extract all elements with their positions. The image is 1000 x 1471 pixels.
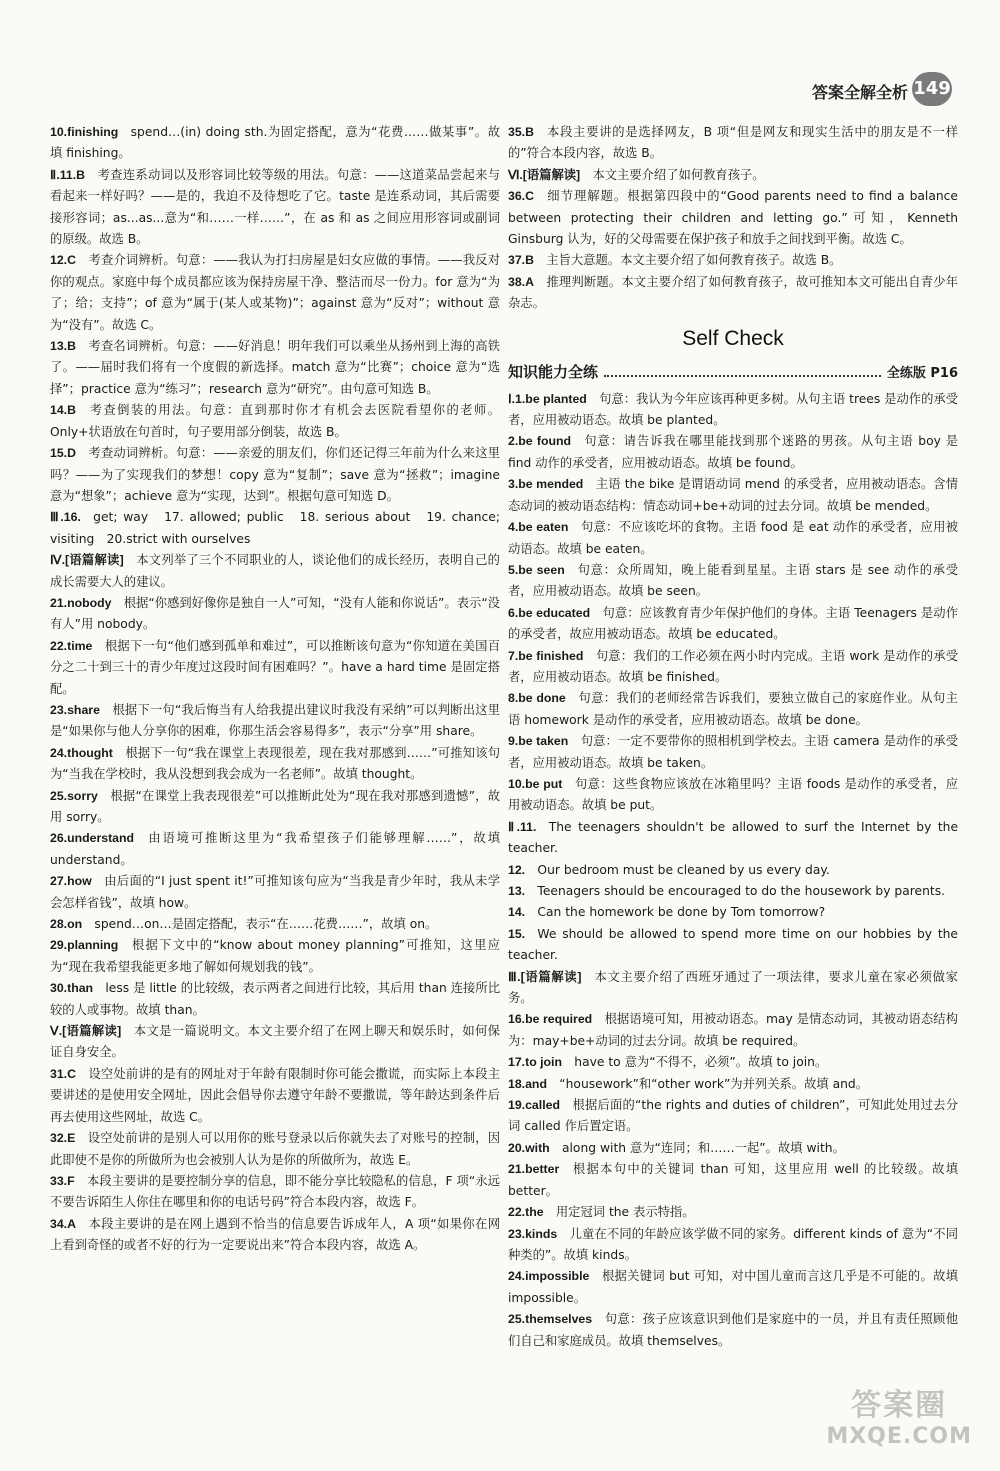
answer-entry <box>508 774 958 817</box>
answer-number: 14. <box>508 905 526 920</box>
right-column <box>508 122 958 1352</box>
answer-entry <box>50 336 500 400</box>
answer-explanation: 根据下文中的“know about money planning”可推知，这里应为“现在我希望我能更多地了解如何规划我的钱”。 <box>50 938 500 974</box>
answer-number: Ⅳ.[语篇解读] <box>50 553 124 568</box>
answer-entry <box>50 871 500 914</box>
answer-entry <box>50 507 500 550</box>
answer-entry <box>508 1052 958 1073</box>
answer-entry <box>508 1159 958 1202</box>
answer-number: 24.thought <box>50 745 113 760</box>
answer-number: 38.A <box>508 274 534 289</box>
answer-entry <box>50 593 500 636</box>
subheading-title: 知识能力全练 <box>508 362 599 381</box>
answer-entry <box>508 389 958 432</box>
answer-number: 35.B <box>508 125 534 139</box>
answer-number: 27.how <box>50 874 92 889</box>
answer-entry <box>508 250 958 271</box>
answer-number: 21.nobody <box>50 595 112 610</box>
answer-number: 23.share <box>50 702 100 717</box>
answer-explanation: 主旨大意题。本文主要介绍了如何教育孩子。故选 B。 <box>546 253 842 268</box>
answer-explanation: spend…on…是固定搭配，表示“在……花费……”，故填 on。 <box>94 917 438 932</box>
answer-number: 37.B <box>508 253 534 268</box>
answer-number: 17.to join <box>508 1055 562 1070</box>
answer-explanation: 根据“你感到好像你是独自一人”可知，“没有人能和你说话”。表示“没有人”用 nobody。 <box>50 595 500 632</box>
answer-number: 8.be done <box>508 691 566 706</box>
answer-explanation: spend…(in) doing sth.为固定搭配，意为“花费……做某事”。故填 finishing。 <box>50 125 500 161</box>
answer-entry <box>508 1095 958 1138</box>
answer-number: 23.kinds <box>508 1226 558 1241</box>
answer-number: 3.be mended <box>508 477 584 492</box>
answer-explanation: 本文是一篇说明文。本文主要介绍了在网上聊天和娱乐时，如何保证自身安全。 <box>50 1024 500 1060</box>
answer-explanation: 根据语境可知，用被动语态。may 是情态动词，其被动语态结构为：may+be+动词的过去分词。故填 be required。 <box>508 1012 959 1048</box>
answer-number: 18.and <box>508 1076 547 1091</box>
answer-entry <box>508 1266 958 1309</box>
answer-explanation: 句意：一定不要带你的照相机到学校去。主语 camera 是动作的承受者，应用被动语态。故填 be taken。 <box>508 734 958 770</box>
answer-entry <box>508 272 958 315</box>
answer-number: Ⅵ.[语篇解读] <box>508 167 581 182</box>
answer-explanation: 考查连系动词以及形容词比较等级的用法。句意：——这道菜品尝起来与看起来一样好吗？——是的，我迫不及待想吃了它。taste 是连系动词，其后需要接形容词；as...as...意为“和……一样……”，在 as 和 as 之间应用形容词或副词的原级。故选 B。 <box>50 167 500 247</box>
answer-number: 26.understand <box>50 831 135 846</box>
answer-number: 31.C <box>50 1066 76 1081</box>
answer-number: 16.be required <box>508 1012 593 1027</box>
answer-entry <box>50 400 500 443</box>
answer-number: 32.E <box>50 1131 76 1146</box>
watermark-text: 答案圈 <box>851 1388 948 1423</box>
left-column <box>50 122 500 1257</box>
answer-explanation: Our bedroom must be cleaned by us every day. <box>537 862 830 877</box>
answer-explanation: less 是 little 的比较级，表示两者之间进行比较，其后用 than 连接所比较的人或事物。故填 than。 <box>50 981 500 1017</box>
answer-explanation: get; way 17. allowed; public 18. serious about 19. chance; visiting 20.strict with ourselves <box>50 510 500 546</box>
answer-entry <box>508 1224 958 1267</box>
subheading-ref: 全练版 P16 <box>886 365 958 381</box>
answer-entry <box>508 603 958 646</box>
answer-explanation: 句意：众所周知，晚上能看到星星。主语 stars 是 see 动作的承受者，应用被动语态。故填 be seen。 <box>508 562 958 599</box>
answer-entry <box>508 1074 958 1095</box>
answer-entry <box>508 186 958 250</box>
answer-explanation: 句意：我们的工作必须在两小时内完成。主语 work 是动作的承受者，应用被动语态。故填 be finished。 <box>508 648 958 684</box>
answer-number: 10.be put <box>508 776 563 791</box>
page-number-badge: 149 <box>912 72 952 106</box>
answer-explanation: 根据下一句“他们感到孤单和难过”，可以推断该句意为“你知道在美国百分之二十到三十的青少年度过这段时间有困难吗？”。have a hard time 是固定搭配。 <box>50 638 500 696</box>
answer-number: Ⅲ.[语篇解读] <box>508 969 582 984</box>
answer-explanation: 句意：我认为今年应该再种更多树。从句主语 trees 是动作的承受者，应用被动语态。故填 be planted。 <box>508 391 958 428</box>
answer-explanation: 句意：请告诉我在哪里能找到那个迷路的男孩。从句主语 boy 是 find 动作的承受者，应用被动语态。故填 be found。 <box>508 434 958 470</box>
answer-entry <box>50 935 500 978</box>
answer-entry <box>508 817 958 860</box>
watermark-url: MXQE.COM <box>826 1424 972 1449</box>
page-header-title: 答案全解全析 <box>811 83 908 102</box>
answer-explanation: “housework”和“other work”为并列关系。故填 and。 <box>559 1076 869 1091</box>
answer-entry <box>508 431 958 474</box>
answer-number: 25.sorry <box>50 788 98 803</box>
answer-entry <box>508 560 958 603</box>
answer-explanation: 考查倒装的用法。句意：直到那时你才有机会去医院看望你的老师。Only+状语放在句首时，句子要用部分倒装，故选 B。 <box>50 403 500 439</box>
answer-explanation: 本段主要讲的是要控制分享的信息，即不能分享比较隐私的信息，F 项“永远不要告诉陌生人你住在哪里和你的电话号码”符合本段内容，故选 F。 <box>50 1173 500 1210</box>
answer-explanation: 本段主要讲的是选择网友，B 项“但是网友和现实生活中的朋友是不一样的”符合本段内容，故选 B。 <box>508 125 958 161</box>
answer-entry <box>50 636 500 700</box>
answer-explanation: 推理判断题。本文主要介绍了如何教育孩子，故可推知本文可能出自青少年杂志。 <box>508 274 958 311</box>
answer-number: Ⅰ.1.be planted <box>508 391 587 406</box>
answer-entry <box>508 688 958 731</box>
answer-entry <box>50 743 500 786</box>
answer-explanation: 由后面的“I just spent it!”可推知该句应为“当我是青少年时，我从未学会怎样省钱”，故填 how。 <box>50 874 500 910</box>
section-heading: Self Check <box>682 326 784 350</box>
answer-explanation: 本文主要介绍了西班牙通过了一项法律，要求儿童在家必须做家务。 <box>508 969 958 1006</box>
answer-explanation: 设空处前讲的是别人可以用你的账号登录以后你就失去了对账号的控制，因此即使不是你的所做所为也会被别人认为是你的所做所为，故选 E。 <box>50 1131 500 1167</box>
answer-number: 24.impossible <box>508 1269 590 1284</box>
answer-explanation: We should be allowed to spend more time on our hobbies by the teacher. <box>508 926 958 963</box>
answer-number: 22.the <box>508 1205 544 1220</box>
answer-number: 29.planning <box>50 938 119 953</box>
answer-number: 34.A <box>50 1216 76 1231</box>
answer-explanation: 本文主要介绍了如何教育孩子。 <box>592 167 765 182</box>
answer-entry <box>508 902 958 923</box>
answer-number: 2.be found <box>508 434 572 449</box>
answer-entry <box>508 474 958 517</box>
answer-entry <box>50 1064 500 1128</box>
answer-explanation: 根据下一句“我在课堂上表现很差，现在我对那感到……”可推知该句为“当我在学校时，我从没想到我会成为一名老师”。故填 thought。 <box>50 745 500 782</box>
answer-number: 15.D <box>50 446 76 461</box>
answer-explanation: 根据本句中的关键词 than 可知，这里应用 well 的比较级。故填 better。 <box>508 1162 958 1198</box>
answer-entry <box>508 731 958 774</box>
subheading <box>508 361 958 385</box>
answer-entry <box>50 1171 500 1214</box>
answer-entry <box>508 122 958 165</box>
answer-explanation: have to 意为“不得不，必须”。故填 to join。 <box>574 1055 828 1070</box>
answer-entry <box>508 967 958 1010</box>
answer-number: 19.called <box>508 1098 560 1113</box>
answer-explanation: 根据“在课堂上我表现很差”可以推断此处为“现在我对那感到遗憾”，故用 sorry。 <box>50 788 500 824</box>
answer-explanation: 主语 the bike 是谓语动词 mend 的承受者，应用被动语态。含情态动词的被动语态结构：情态动词+be+动词的过去分词。故填 be mended。 <box>508 477 959 513</box>
answer-explanation: along with 意为“连同；和……一起”。故填 with。 <box>561 1140 845 1155</box>
answer-explanation: 考查介词辨析。句意：——我认为打扫房屋是妇女应做的事情。——我反对你的观点。家庭中每个成员都应该为保持房屋干净、整洁而尽一份力。for 意为“为了；给；支持”；of 意为“属于(某人或某物)”；against 意为“反对”；without 意为“没有”。故选 C。 <box>50 253 500 332</box>
answer-explanation: 考查名词辨析。句意：——好消息！明年我们可以乘坐从扬州到上海的高铁了。——届时我们将有一个度假的新选择。match 意为“比赛”；choice 意为“选择”；practice 意为“练习”；research 意为“研究”。由句意可知选 B。 <box>50 339 500 396</box>
answer-number: 33.F <box>50 1173 75 1188</box>
answer-number: 12.C <box>50 253 76 268</box>
answer-number: 13.B <box>50 339 76 354</box>
answer-explanation: 句意：孩子应该意识到他们是家庭中的一员，并且有责任照顾他们自己和家庭成员。故填 themselves。 <box>508 1312 958 1348</box>
answer-number: 28.on <box>50 917 83 932</box>
answer-number: 13. <box>508 884 526 898</box>
answer-entry <box>508 1309 958 1352</box>
answer-entry <box>50 700 500 743</box>
answer-entry <box>508 646 958 689</box>
answer-explanation: 句意：这些食物应该放在冰箱里吗？主语 foods 是动作的承受者，应用被动语态。故填 be put。 <box>508 776 958 813</box>
answer-explanation: 用定冠词 the 表示特指。 <box>555 1205 695 1220</box>
answer-explanation: 由语境可推断这里为“我希望孩子们能够理解……”，故填 understand。 <box>50 831 500 867</box>
answer-entry <box>50 978 500 1021</box>
answer-explanation: 本段主要讲的是在网上遇到不恰当的信息要告诉成年人，A 项“如果你在网上看到奇怪的或者不好的行为一定要说出来”符合本段内容，故选 A。 <box>50 1216 500 1253</box>
answer-number: 21.better <box>508 1162 560 1177</box>
answer-number: Ⅱ.11.B <box>50 167 86 182</box>
answer-entry <box>508 165 958 186</box>
answer-explanation: 根据关键词 but 可知，对中国儿童而言这几乎是不可能的。故填 impossible。 <box>508 1269 958 1305</box>
watermark-logo <box>826 1380 972 1449</box>
answer-number: Ⅴ.[语篇解读] <box>50 1024 122 1039</box>
answer-entry <box>50 1021 500 1064</box>
answer-number: 6.be educated <box>508 605 591 620</box>
answer-explanation: Can the homework be done by Tom tomorrow? <box>537 905 826 920</box>
answer-entry <box>50 550 500 593</box>
answer-entry <box>50 1214 500 1257</box>
answer-number: 14.B <box>50 403 76 418</box>
answer-number: 5.be seen <box>508 562 565 577</box>
answer-entry <box>50 828 500 871</box>
answer-number: Ⅲ.16. <box>50 510 81 525</box>
answer-entry <box>50 1128 500 1171</box>
answer-number: Ⅱ.11. <box>508 819 537 834</box>
answer-explanation: 根据后面的“the rights and duties of children”，可知此处用过去分词 called 作后置定语。 <box>508 1098 958 1134</box>
answer-explanation: Teenagers should be encouraged to do the housework by parents. <box>537 884 946 898</box>
answer-entry <box>50 122 500 165</box>
answer-entry <box>50 914 500 935</box>
answer-entry <box>508 517 958 560</box>
leader-dots <box>604 375 881 377</box>
answer-explanation: The teenagers shouldn't be allowed to surf the Internet by the teacher. <box>508 819 959 856</box>
answer-number: 7.be finished <box>508 648 584 663</box>
answer-entry <box>508 1202 958 1223</box>
answer-number: 30.than <box>50 981 94 996</box>
answer-explanation: 儿童在不同的年龄应该学做不同的家务。different kinds of 意为“不同种类的”。故填 kinds。 <box>508 1226 958 1262</box>
answer-entry <box>508 1009 958 1052</box>
answer-entry <box>508 1138 958 1159</box>
answer-number: 25.themselves <box>508 1312 593 1327</box>
answer-number: 10.finishing <box>50 125 119 139</box>
answer-explanation: 设空处前讲的是有的网址对于年龄有限制时你可能会撒谎，而实际上本段主要讲述的是使用安全网址，因此会倡导你去遵守年龄不要撒谎，等年龄达到条件后再去使用这些网址，故选 C。 <box>50 1066 500 1124</box>
answer-explanation: 句意：我们的老师经常告诉我们，要独立做自己的家庭作业。从句主语 homework 是动作的承受者，应用被动语态。故填 be done。 <box>508 691 958 727</box>
answer-number: 9.be taken <box>508 734 569 749</box>
answer-entry <box>50 786 500 829</box>
answer-explanation: 根据下一句“我后悔当有人给我提出建议时我没有采纳”可以判断出这里是“如果你与他人分享你的困难，你那生活会容易得多”，表示“分享”用 share。 <box>50 702 500 739</box>
answer-explanation: 句意：应该教育青少年保护他们的身体。主语 Teenagers 是动作的承受者，故应用被动语态。故填 be educated。 <box>508 605 958 642</box>
answer-entry <box>50 250 500 336</box>
answer-explanation: 句意：不应该吃坏的食物。主语 food 是 eat 动作的承受者，应用被动语态。故填 be eaten。 <box>508 520 958 556</box>
answer-entry <box>508 860 958 881</box>
answer-explanation: 细节理解题。根据第四段中的“Good parents need to find a balance between protecting their children and letting go.”可知，Kenneth Ginsburg 认为，好的父母需要在保护孩子和放手之间找到平衡。故选 C。 <box>508 189 958 247</box>
answer-entry <box>508 881 958 902</box>
answer-entry <box>508 924 958 967</box>
answer-number: 22.time <box>50 638 93 653</box>
answer-explanation: 考查动词辨析。句意：——亲爱的朋友们，你们还记得三年前为什么来这里吗？——为了实现我们的梦想！copy 意为“复制”；save 意为“拯救”；imagine 意为“想象”；achieve 意为“实现，达到”。根据句意可知选 D。 <box>50 446 500 503</box>
answer-number: 36.C <box>508 189 534 204</box>
answer-entry <box>50 165 500 251</box>
answer-entry <box>50 443 500 507</box>
answer-number: 12. <box>508 862 526 877</box>
answer-number: 15. <box>508 926 526 941</box>
answer-explanation: 本文列举了三个不同职业的人，谈论他们的成长经历，表明自己的成长需要大人的建议。 <box>50 553 500 589</box>
answer-number: 4.be eaten <box>508 520 569 535</box>
answer-number: 20.with <box>508 1140 550 1155</box>
